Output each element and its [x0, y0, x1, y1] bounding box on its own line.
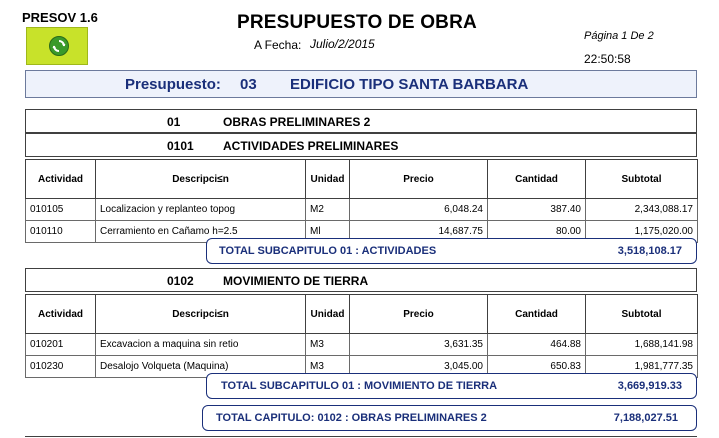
col-subtotal: Subtotal: [586, 160, 698, 199]
cell-unidad: M3: [306, 356, 350, 378]
cell-cantidad: 650.83: [488, 356, 586, 378]
earthwork-table: [25, 294, 698, 378]
subcapitulo-name: ACTIVIDADES PRELIMINARES: [223, 139, 399, 153]
cell-cantidad: 464.88: [488, 334, 586, 356]
col-precio: Precio: [350, 160, 488, 199]
col-precio: Precio: [350, 295, 488, 334]
col-unidad: Unidad: [306, 160, 350, 199]
report-time: 22:50:58: [584, 52, 631, 66]
subcapitulo-total: [206, 238, 697, 264]
col-descripcion: Descripci≤n: [96, 295, 306, 334]
report-title: PRESUPUESTO DE OBRA: [237, 12, 477, 33]
cell-descripcion: Desalojo Volqueta (Maquina): [96, 356, 306, 378]
capitulo-total-value: 7,188,027.51: [613, 412, 678, 424]
cell-unidad: Ml: [306, 221, 350, 243]
subcapitulo-name: MOVIMIENTO DE TIERRA: [223, 274, 369, 288]
subcapitulo-total-value: 3,518,108.17: [617, 245, 682, 257]
col-descripcion: Descripci≤n: [96, 160, 306, 199]
cell-subtotal: 1,688,141.98: [586, 334, 698, 356]
page-info: Página 1 De 2: [584, 30, 654, 42]
cell-unidad: M2: [306, 199, 350, 221]
date-label: A Fecha:: [254, 38, 302, 52]
cell-actividad: 010201: [26, 334, 96, 356]
cell-precio: 3,045.00: [350, 356, 488, 378]
cell-precio: 14,687.75: [350, 221, 488, 243]
subcapitulo-total: [206, 373, 697, 399]
table-header-row: [26, 160, 698, 199]
activities-table: [25, 159, 698, 243]
subcapitulo-code: 0101: [167, 139, 194, 153]
col-subtotal: Subtotal: [586, 295, 698, 334]
cell-actividad: 010230: [26, 356, 96, 378]
app-logo: [26, 27, 88, 65]
cell-subtotal: 2,343,088.17: [586, 199, 698, 221]
capitulo-code: 01: [167, 115, 181, 129]
app-name: PRESOV 1.6: [22, 10, 98, 25]
presupuesto-name: EDIFICIO TIPO SANTA BARBARA: [290, 76, 529, 93]
bottom-divider: [25, 436, 697, 437]
table-header-row: [26, 295, 698, 334]
cell-subtotal: 1,981,777.35: [586, 356, 698, 378]
cell-precio: 3,631.35: [350, 334, 488, 356]
cell-actividad: 010110: [26, 221, 96, 243]
presupuesto-code: 03: [240, 76, 257, 93]
subcapitulo-row: [25, 133, 697, 157]
subcapitulo-total-label: TOTAL SUBCAPITULO 01 : ACTIVIDADES: [219, 245, 437, 257]
subcapitulo-total-value: 3,669,919.33: [617, 380, 682, 392]
cell-actividad: 010105: [26, 199, 96, 221]
col-cantidad: Cantidad: [488, 295, 586, 334]
presupuesto-label: Presupuesto:: [125, 76, 221, 93]
cell-cantidad: 80.00: [488, 221, 586, 243]
presupuesto-banner: [25, 70, 697, 98]
capitulo-name: OBRAS PRELIMINARES 2: [223, 115, 371, 129]
cell-precio: 6,048.24: [350, 199, 488, 221]
table-row: [26, 199, 698, 221]
capitulo-row: [25, 109, 697, 133]
cell-descripcion: Cerramiento en Cañamo h=2.5: [96, 221, 306, 243]
subcapitulo-total-label: TOTAL SUBCAPITULO 01 : MOVIMIENTO DE TIERRA: [221, 380, 498, 392]
subcapitulo-row: [25, 268, 697, 292]
refresh-icon: [49, 36, 69, 56]
cell-subtotal: 1,175,020.00: [586, 221, 698, 243]
col-actividad: Actividad: [26, 160, 96, 199]
date-value: Julio/2/2015: [310, 37, 375, 51]
cell-descripcion: Localizacion y replanteo topog: [96, 199, 306, 221]
capitulo-total-label: TOTAL CAPITULO: 0102 : OBRAS PRELIMINARES 2: [216, 412, 487, 424]
col-unidad: Unidad: [306, 295, 350, 334]
col-cantidad: Cantidad: [488, 160, 586, 199]
capitulo-total: [202, 405, 697, 431]
table-row: [26, 334, 698, 356]
subcapitulo-code: 0102: [167, 274, 194, 288]
cell-descripcion: Excavacion a maquina sin retio: [96, 334, 306, 356]
cell-cantidad: 387.40: [488, 199, 586, 221]
cell-unidad: M3: [306, 334, 350, 356]
col-actividad: Actividad: [26, 295, 96, 334]
